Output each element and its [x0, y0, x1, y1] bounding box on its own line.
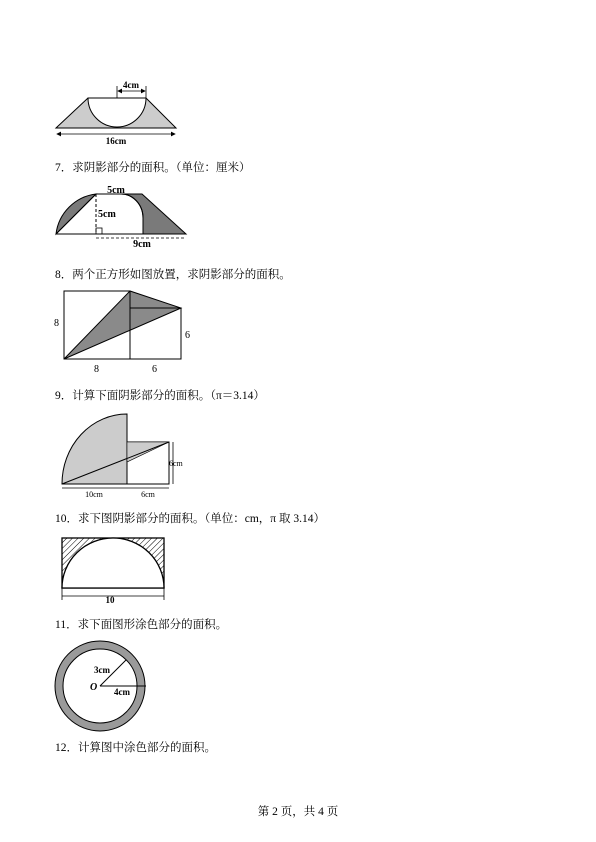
outer-radius-label: 4cm: [114, 687, 130, 697]
center-label: O: [90, 682, 98, 693]
question-8-figure: [50, 286, 200, 378]
bottom-left-label: 8: [94, 364, 99, 375]
dim-top-label: 4cm: [123, 80, 139, 90]
dim-height-label: 6cm: [169, 459, 183, 468]
question-12-text: 12．计算图中涂色部分的面积。: [55, 742, 216, 754]
question-7-figure: [50, 184, 200, 250]
dim-bottom-label: 10: [105, 595, 115, 605]
bottom-right-label: 6: [152, 364, 157, 375]
dim-mid-label: 5cm: [98, 209, 116, 220]
dim-left-label: 10cm: [85, 490, 103, 499]
question-10-text: 10．求下图阴影部分的面积。（单位：cm，π 取 3.14）: [55, 513, 325, 525]
shaded-quarter-circle: [62, 414, 127, 484]
question-9-text: 9．计算下面阴影部分的面积。（π＝3.14）: [55, 390, 265, 402]
dim-bottom-label: 16cm: [105, 136, 127, 146]
question-9-figure: [50, 408, 200, 498]
inner-radius-label: 3cm: [94, 665, 110, 675]
question-7-text: 7．求阴影部分的面积。（单位：厘米）: [55, 162, 251, 174]
question-10-figure: [50, 532, 180, 606]
side-left-label: 8: [54, 318, 59, 329]
side-right-label: 6: [185, 330, 190, 341]
trapezoid-semicircle-figure: [50, 78, 190, 148]
question-11-text: 11．求下面图形涂色部分的面积。: [55, 619, 228, 631]
page-footer: 第 2 页，共 4 页: [257, 806, 339, 818]
question-8-text: 8．两个正方形如图放置，求阴影部分的面积。: [55, 269, 291, 281]
question-11-figure: [50, 636, 160, 736]
dim-right-label: 6cm: [141, 490, 155, 499]
dim-top-label: 5cm: [107, 185, 125, 196]
dim-bottom-label: 9cm: [133, 239, 151, 250]
